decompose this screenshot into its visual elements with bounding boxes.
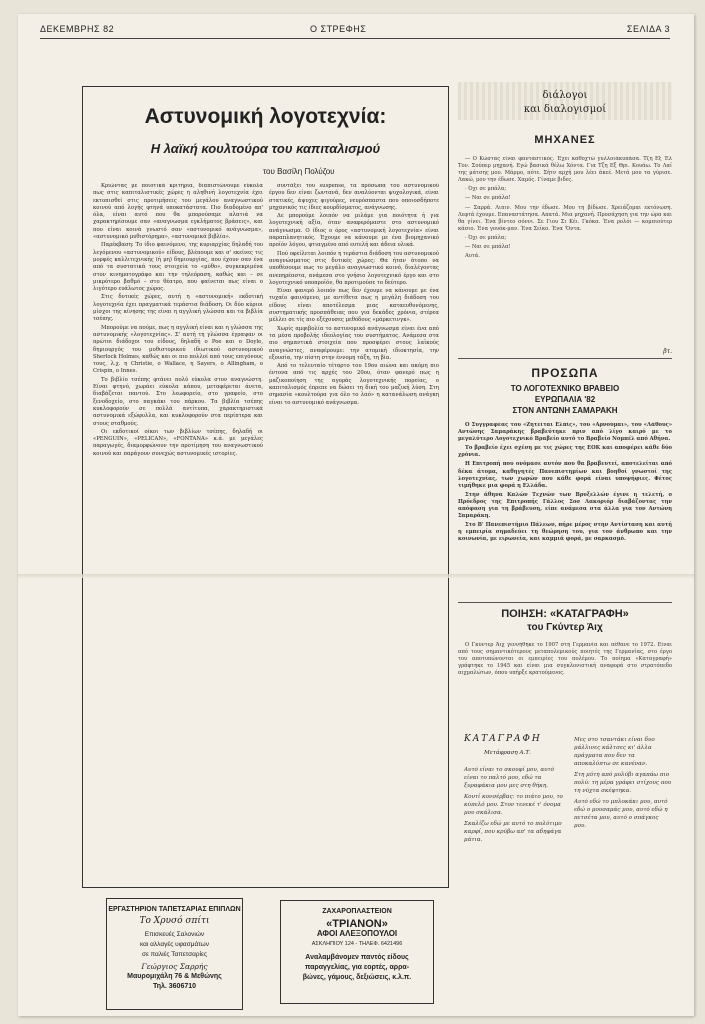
- ad-label: ΖΑΧΑΡΟΠΛΑΣΤΕΙΟΝ: [322, 908, 392, 915]
- stanza: Στη μύτη από μολύβι αγαπάω πιο πολύ: τη μέρα γράφει στίχους που τη νύχτα σκέφτηκα.: [574, 772, 672, 794]
- paragraph: Ο Γκύντερ Άιχ γεννήθηκε το 1907 στη Γερμανία και πέθανε το 1972. Είναι από τους σημαντικότερους μεταπολεμικούς ποιητές της Γερμανίας, στο έργο του αποτυπώνονται οι εμπειρίες του πολέμου. Το ποίημα «Καταγραφή» γράφτηκε το 1945 και είναι μια συγκλονιστική αναφορά στο στρατόπεδο αιχμαλώτων, όπου υπήρξε κρατούμενος.: [458, 642, 672, 677]
- poem-heading: ΚΑΤΑΓΡΑΦΗ: [464, 734, 542, 744]
- prosopa-title: ΠΡΟΣΩΠΑ: [531, 366, 599, 380]
- ad-subtitle: Το Χρυσό σπίτι: [139, 916, 210, 926]
- masthead-line2: και διαλογισμοί: [523, 104, 607, 115]
- paragraph: Η Επιτροπή που ονόμασε αυτόν που θα βραβευτεί, αποτελείται από δέκα άτομα, καθηγητές Πανεπιστημίων και βοηθοί γνωστοί της λογοτεχνίας, των χωρών που κάθε φορά είναι υποψήφιες. Φέτος τιμήθηκε μια φορά η Ελλάδα.: [458, 461, 672, 489]
- paragraph: Δε μπορούμε λοιπόν να μιλάμε για ποιότητα ή για λογοτεχνική αξία, όταν αναφερόμαστε στο αστυνομικό ανάγνωσμα. Ο ίδιος ο όρος «αστυνομική λογοτεχνία» είναι παραπλανητικός. Έχουμε να κάνουμε με ένα βιομηχανικό προϊόν λόγου, φτιαγμένο από ευτελή και άδεια υλικά.: [269, 213, 439, 249]
- ad-address: Μαυρομιχάλη 76 & Μεθώνης: [127, 973, 222, 980]
- header-page-number: ΣΕΛΙΔΑ 3: [626, 24, 670, 34]
- paragraph: Χωρίς αμφιβολία το αστυνομικό ανάγνωσμα είναι ένα από τα μέσα προβολής ιδεολογίας του συστήματος. Ανάμεσα στα πιο σημαντικά στοιχεία που προσφέρει στους λαϊκούς αναγνώστες, αναφέρουμε: την ατομική ιδιοκτησία, την εξουσία, την πίστη στην έννομη τάξη, τη βία.: [269, 325, 439, 361]
- stanza: Αυτό είναι το σκουφί μου, αυτό είναι το παλτό μου, εδώ τα ξυραφάκια μου μες στη θήκη.: [464, 767, 555, 789]
- stanza: Αυτό εδώ το μπλοκάκι μου, αυτό εδώ ο μουσαμάς μου, αυτό εδώ η πετσέτα μου, αυτό ο σπάγκος μου.: [574, 799, 668, 829]
- paragraph: Στο Β' Πανεπιστήμιο Πάλεων, πήρε μέρος στην Αντίσταση και αυτή η εμπειρία σημαδεύει τη θεώρηση του, για τον άνθρωπο και την κοινωνία, με ειρωνεία, και καμμιά φορά, με σαρκασμό.: [458, 522, 672, 543]
- ad-upholstery: [106, 898, 243, 1010]
- award-title-2: ΕΥΡΩΠΑΛΙΑ '82: [534, 395, 596, 404]
- masthead-line1: διάλογοι: [542, 90, 588, 101]
- column-masthead: [458, 74, 672, 126]
- page-header: [40, 22, 670, 38]
- paper-fold: [18, 574, 694, 578]
- stanza: Σκαλίζω εδώ με αυτό το πολύτιμο καρφί, που κρύβω απ' τα αδηφάγα μάτια.: [464, 821, 562, 843]
- paragraph: — Σαρρά. Λιπιν. Μου την έδωσε. Μου τη βίδωσε. Χρειάζομαι εκτόνωση. Λεφτά έχουμε. Επαναστάτησα. Απατά. Μια μηχανή. Προσάχηση για την ώρα και θα γίνει. Ένα βίντεο σόννι. Σε Γιου Σι Κέι. Γκόκα. Ένα ρολόι — κομπιούτερ κάσιο. Ένα γουόκ-μαν. Ένα Σεϊκο. Ένα 'Όντα.: [458, 204, 672, 232]
- award-title-3: ΣΤΟΝ ΑΝΤΩΝΗ ΣΑΜΑΡΑΚΗ: [512, 406, 618, 415]
- header-date: ΔΕΚΕΜΒΡΗΣ 82: [40, 24, 115, 34]
- poetry-intro: [458, 642, 672, 730]
- ad-line: σε παλιές Ταπετσαρίες: [141, 951, 208, 958]
- poem-column-right: [574, 736, 672, 833]
- machines-title: ΜΗΧΑΝΕΣ: [534, 134, 596, 146]
- paragraph: Στις δυτικές χώρες, αυτή η «αστυνομική» εκδοτική λογοτεχνία έχει πραγματικά τεράστια διάδοση. Οι δύο κύριοι μίσχοι της κίνησης της είναι η αγγλική γλώσσα και τα βιβλία τσέπης.: [93, 294, 263, 323]
- paragraph: Είναι φανερό λοιπόν πως δεν έχουμε να κάνουμε με ένα τυχαίο φαινόμενο, με αντίθετα πως η μεγάλη διάδοση του είδους είναι αποτέλεσμα μιας καταευθυνόμενης, συστηματικής προσπάθειας που για δεκάδες χρόνια, στέρεα μέλλει σε τίς πιο εξέχουσες μεθόδους «μάρκετινγκ».: [269, 288, 439, 324]
- ad-owner: Γεώργιος Σαρρής: [141, 962, 208, 971]
- paragraph: Ο Συγγραφέας του «Ζητείται Ελπίς», του «Αρνούμαι», του «Λάθους» Αντώνης Σαμαράκης βραβεύτηκε πριν από λίγο καιρό με το μεγαλύτερο Λογοτεχνικό Βραβείο αυτό το Βραβείο Νομπέλ από Αθήνα.: [458, 422, 672, 443]
- poem-translator: Μετάφραση Α.Τ.: [484, 750, 531, 756]
- poetry-title-1: ΠΟΙΗΣΗ: «ΚΑΤΑΓΡΑΦΗ»: [501, 608, 629, 620]
- article-column-left: [93, 183, 263, 873]
- paragraph: Το βιβλίο τσέπης φτάνει πολύ εύκολα στον αναγνώστη. Είναι φτηνό, χωράει εύκολα κάπου, μεταφέρεται άνετα, διαβάζεται παντού. Στο λεωφορείο, στο γραφείο, στο ξενοδοχείο, στο παγκάκι του πάρκου. Τα βιβλία τσέπης κυκλοφορούν σε πολλά αντίτυπα, χαρακτηριστικά αστυνομικά εξώφυλλα, και κυκλοφορούν στα περίπτερα και στους σταθμούς.: [93, 376, 263, 427]
- ad-line: παραγγελίας, για εορτές, αρρα-: [304, 964, 410, 971]
- section-rule: [458, 358, 672, 359]
- paragraph: · Όχι σε μπάλα;: [465, 186, 507, 193]
- paragraph: συντάξει του suspense, τα πρόσωπα του αστυνομικού έργου δεν είναι ζωντανά, δεν αναλύονται ψυχολογικά, είναι στατικές, άψυχες φιγούρες, νευρόσπαστα που οποιοσδήποτε μηχανικός τις ίδιες κουρδίσματος, ανάγνωσης.: [269, 183, 439, 211]
- ad-shop-name: «ΤΡΙΑΝΟΝ»: [326, 918, 388, 930]
- paragraph: · Όχι σε μπάλα;: [465, 234, 507, 241]
- ad-owners: ΑΦΟΙ ΑΛΕΞΟΠΟΥΛΟΙ: [316, 929, 398, 938]
- ad-address: ΑΣΚΛΗΠΙΟΥ 124 - ΤΗΛΕΦ. 6421496: [311, 941, 403, 947]
- ad-phone: Τηλ. 3606710: [152, 983, 197, 990]
- ad-title: ΕΡΓΑΣΤΗΡΙΟΝ ΤΑΠΕΤΣΑΡΙΑΣ ΕΠΙΠΛΩΝ: [108, 906, 241, 913]
- ad-line: Επισκευές Σαλονιών: [144, 931, 205, 938]
- award-title-1: ΤΟ ΛΟΓΟΤΕΧΝΙΚΟ ΒΡΑΒΕΙΟ: [510, 384, 620, 393]
- feature-article-box: [82, 86, 449, 888]
- paragraph: Από το τελευταίο τέταρτο του 19ου αιώνα και ακόμη πιο έντονα από τις αρχές του 20ου, όταν φανερό πως η μαζικοποίηση της αγοράς λογοτεχνικής πορείας, ο καπιταλισμός έπρεπε να δώσει τη δική του μαζική λύση. Στη σημασία «κουλτούρα για όλο το λαό» η κατανάλωση ανάγκη είναι το αστυνομικό ανάγνωσμα.: [269, 363, 439, 406]
- header-rule: [40, 38, 670, 39]
- article-author: του Βασίλη Πολύζου: [263, 167, 335, 176]
- stanza: Κουτί κονσέρβας: το πιάτο μου, το κύπελό μου. Στον τενεκέ τ' όνομα μου σκάλισα.: [464, 794, 563, 816]
- section-rule: [458, 602, 672, 603]
- paragraph: Κριώντας με ποιοτικά κριτήρια, διαπιστώνουμε εύκολα πως στις καπιταλιστικές χώρες η αληθινή λογοτεχνία έχει εκτοπισθεί στις προτιμήσεις του μεγάλου αναγνωστικού κοινού από λογής φτηνά υποκατάστατα. Πιο διαδομένο απ' όλα, είναι αυτό που θα μπορούσαμε πλατιά να χαρακτηρίσουμε σαν «αναγνωσμα εγκλήματος βράσεις», και που είναι κοινά γνωστό σαν «αστυνομικό ανάγνωσμα», «αστυνομικό μυθιστόρημα», «αστυνομικά βιβλία».: [93, 183, 263, 241]
- ad-line: Αναλαμβάνομεν παντός είδους: [305, 954, 409, 961]
- stanza: Μες στο τσαντάκι είναι δυο μάλλινες κάλτσες κι' άλλα πράγματα που δεν τα αποκαλύπτω σε κανέναν.: [574, 737, 655, 767]
- paragraph: Οι εκδοτικοί οίκοι των βιβλίων τσέπης, δηλαδή οι «PENGUIN», «PELICAN», «FONTANA» κ.ά. με μεγάλες παραγωγές, διαμορφώνουν την προτίμηση του αναγνωστικού κοινού και παράγουν συνεχώς αστυνομικές ιστορίες.: [93, 428, 263, 457]
- article-title: Αστυνομική λογοτεχνία:: [144, 105, 387, 128]
- article-column-right: [269, 183, 439, 873]
- machines-text: [458, 156, 672, 346]
- paragraph: Αυτά.: [465, 253, 480, 260]
- paragraph: Το βραβείο έχει σχέση με τις χώρες της ΕΟΚ και αποφέρει κάθε δύο χρόνια.: [458, 445, 672, 459]
- machines-signature: βτ.: [663, 348, 672, 355]
- ad-line: βώνες, γάμους, δεξιώσεις, κ.λ.π.: [302, 974, 412, 981]
- header-paper-name: Ο ΣΤΡΕΦΗΣ: [310, 24, 367, 34]
- paragraph: — Ο Κώστας είναι φανταστικός. Έχει καθοχτώ γυλλοιάκυπάσα. Τζη Εξ Έλ Τον. Σούπερ μηχανή. Εγώ βασικά θέλω Χόντα. Για Τζη Εξ Θρι. Κουάω. Το Λαϊ της μάτσης μου. Μάρμο, πότε. Σήτν αρχή μου λέει άκεέ. Μετά μου τα γύρισε. Λακώ, μου την έδωσε. Χαμός. Γίναμε βιδες.: [458, 156, 672, 184]
- paragraph: Μπορούμε να πούμε, πως η αγγλική είναι και η γλώσσα της αστυνομικής «λογοτεχνίας». Σ' αυτή τη γλώσσα έγραψαν οι πρώτοι διάδοχοι του είδους, δηλαδή ο Poe και ο Doyle, δημιουργός του μυθιστορικού ιδιωτικού αστυνομικού Sherlock Holmes, καθώς και οι πιο πολλοί από τους επιγόνους τους, λ.χ. η Christie, ο Wallace, η Sayers, ο Allingham, ο Crispin, ο Innes.: [93, 324, 263, 375]
- paragraph: — Ναι σε μπάλα!: [465, 244, 511, 251]
- poem-column-left: [464, 766, 564, 847]
- award-text: [458, 422, 672, 598]
- newspaper-page: [18, 14, 694, 1016]
- ad-line: και αλλαγές υφασμάτων: [139, 941, 210, 948]
- poetry-title-2: του Γκύντερ Άιχ: [527, 622, 603, 633]
- article-subtitle: Η λαϊκή κουλτούρα του καπιταλισμού: [150, 141, 381, 156]
- paragraph: Πού οφείλεται λοιπόν η τεράστια διάδοση του αστυνομικού αναγνώσματος στις δυτικές χώρες; Θα ήταν άτοπο να υποθέσουμε πως το μεγάλο αναγνωστικό κοινό, διαλέγοντας ανεπηρέαστα, ανάμεσα στο γνήσιο λογοτεχνικό έργο και στο λογοτεχνικό υποπροϊόν, θα προτιμούσε το δεύτερο.: [269, 250, 439, 286]
- ad-pastry-shop: [280, 900, 434, 1004]
- paragraph: — Ναι σε μπάλα!: [465, 195, 511, 202]
- paragraph: Στην άθηνα Καλών Τεχνών των Βρυξελλών έγινε η τελετή, ο Πρόεδρος της Επιτροπής Γάλλος Σοσ Λακοριόρ διαβάζοντας την απόφαση για τη βράβευση, είπε ανάμεσα στα άλλα για τον Αντώνη Σαμαράκη.: [458, 491, 672, 520]
- paragraph: Παρέκβαση: Το ίδιο φαινόμενο, της κυριαρχίας δηλαδή του λεγόμενου «αστυνομικού» είδους, βλέπουμε και σ' εκείνες τις μορφές καλλιτεχνικής (ή μη) δημιουργίας, που έχουν σαν ένα από τα συστατικά τους στοιχεία το «μύθο», συγκεκριμένα στον κινηματογράφο και την τηλεόραση, καθώς και – σε μικρότερο βαθμό – στο θέατρο, που φαίνεται πως είναι ο λιγότερο ευάλωτος χώρος.: [93, 242, 263, 293]
